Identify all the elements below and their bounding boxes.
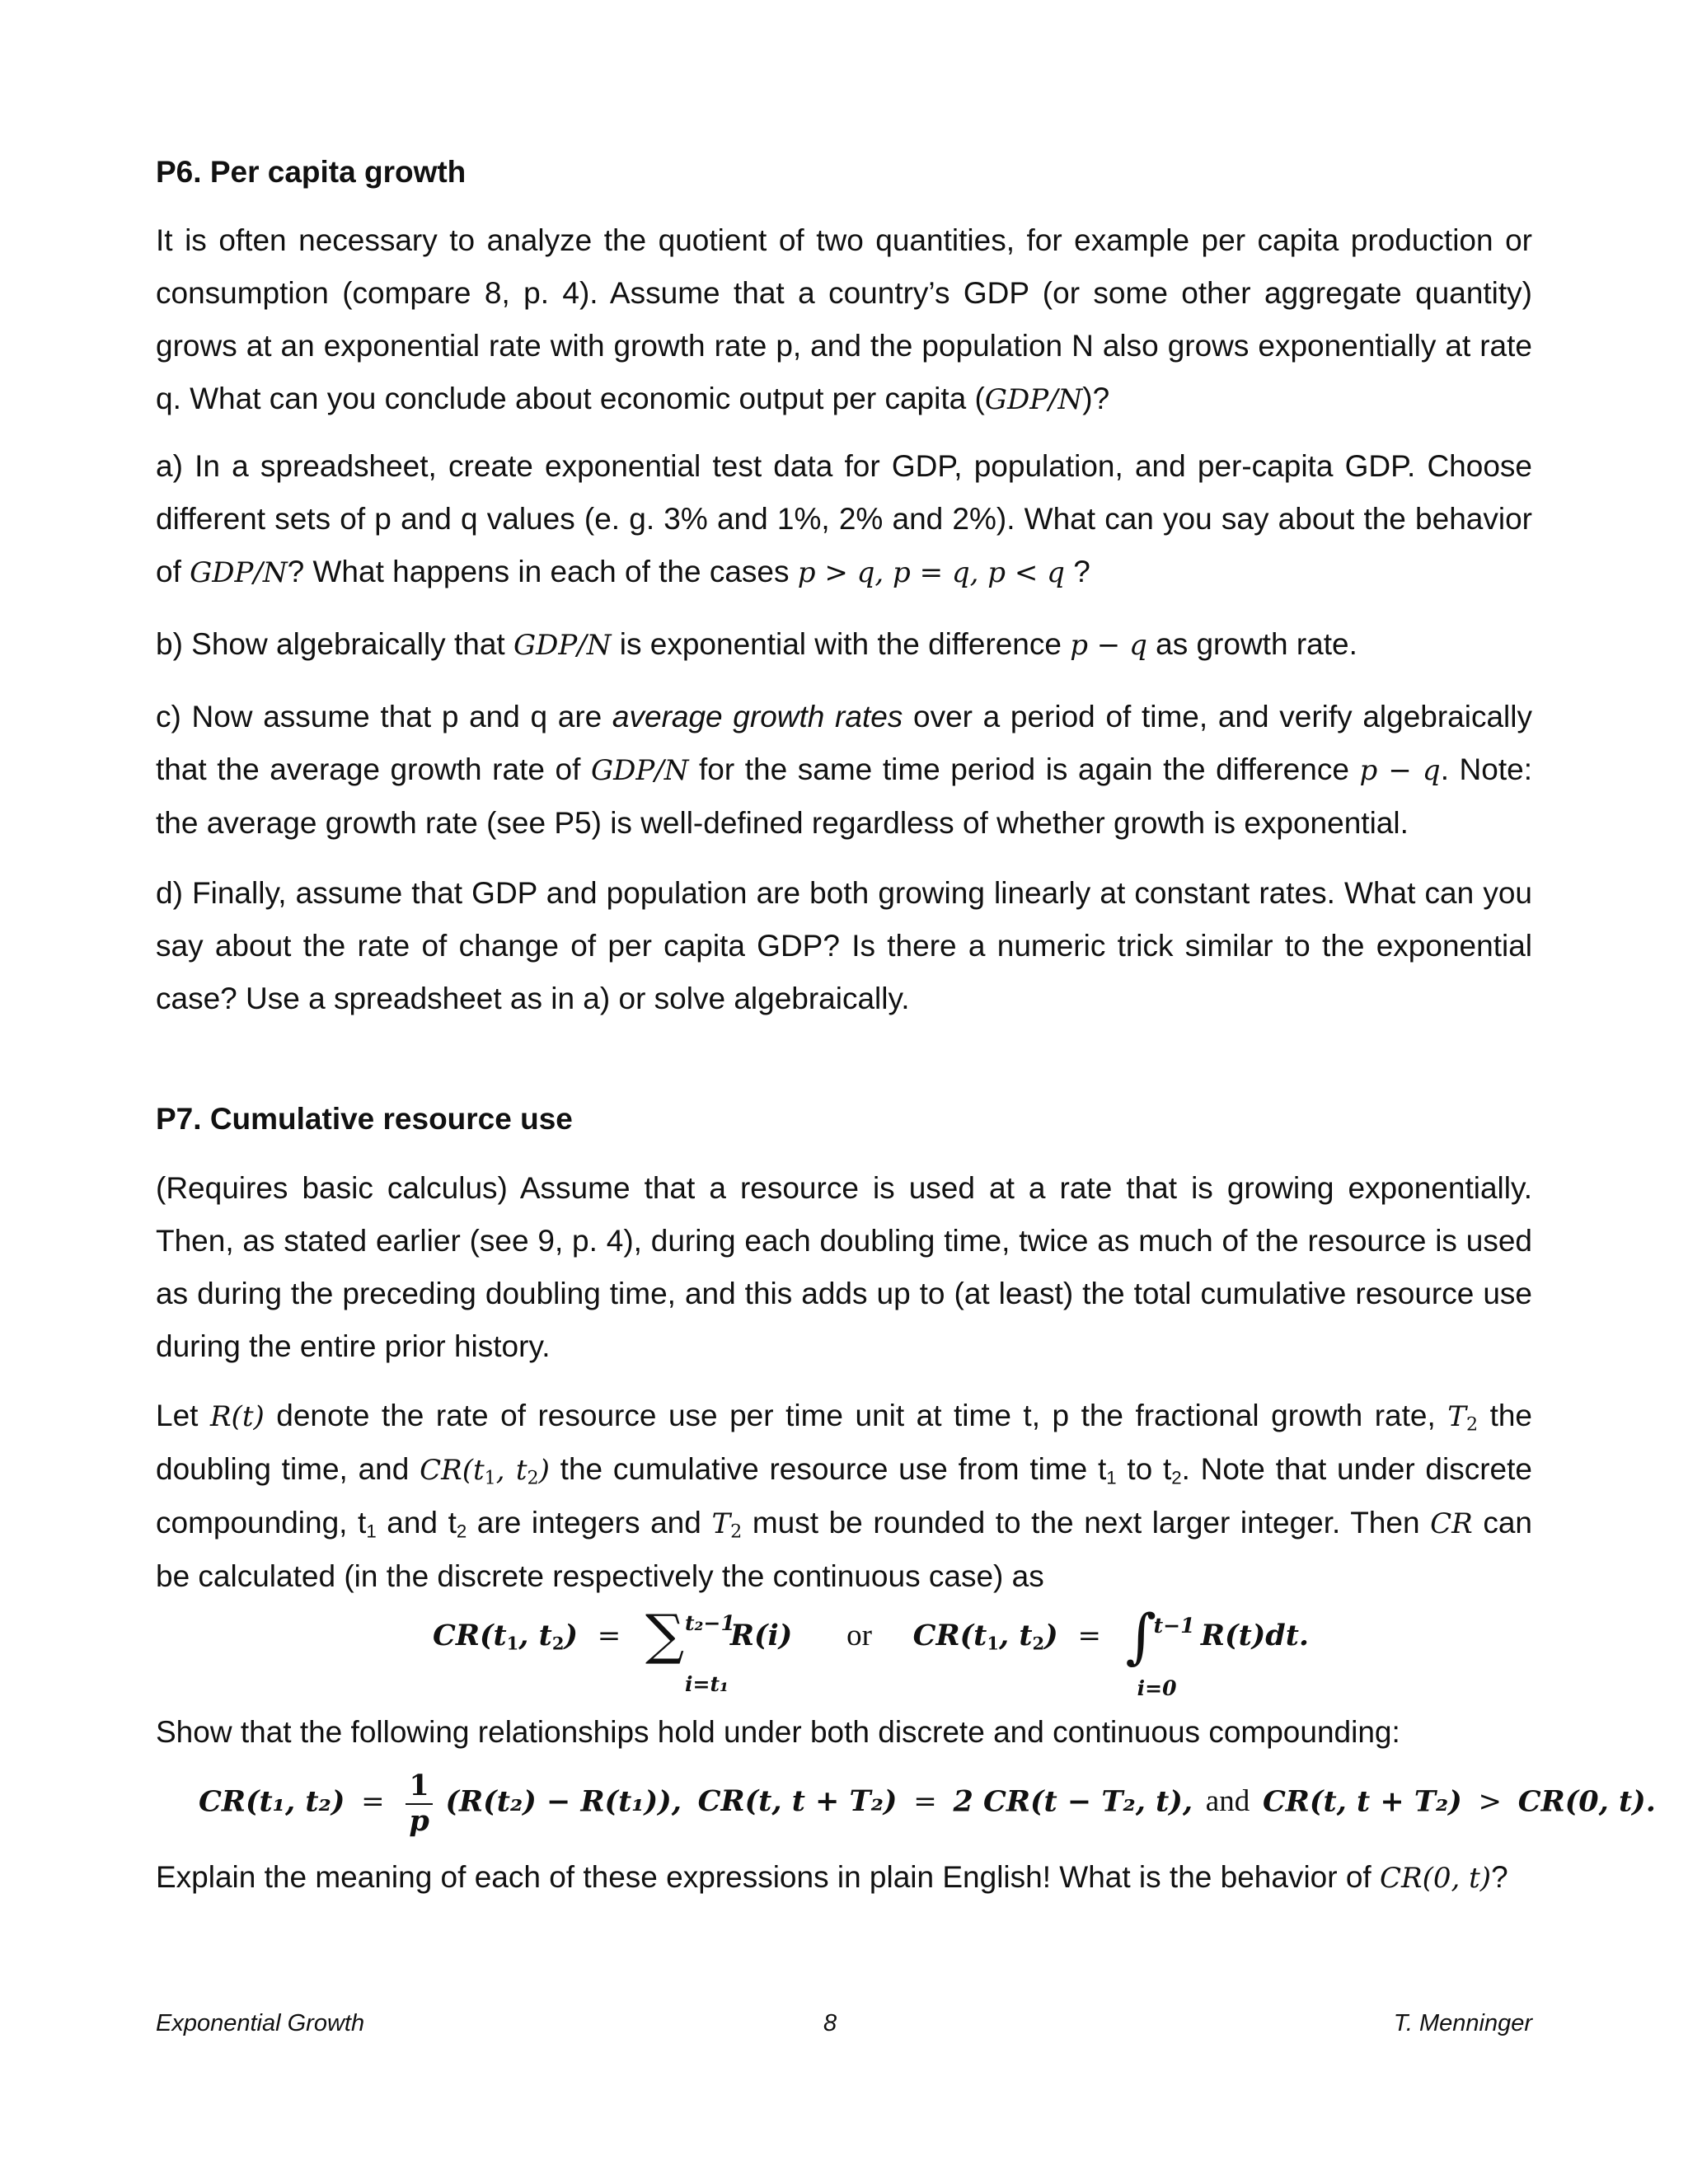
p7-definitions-paragraph: Let R(t) denote the rate of resource use per time unit at time t, p the fractional growth rate, $T_2$ the doubling time, and $CR(t_1$, $t_2$) the cumulative resource use from time $t_1$ to $t_2$. Note that under discrete compounding, $t_1$ and $t_2$ are integers and $T_2$ must be rounded to the next larger integer. Then CR can be calculated (in the discrete respectively the continuous case) as	[156, 1399, 1533, 1593]
fraction-one-over-p: $\frac{1}{p}$	[406, 1769, 432, 1838]
formula-relationships: CR(t₁, t₂) = $\frac{1}{p}$ (R(t₂) − R(t₁)), CR(t, t + T₂) = 2 CR(t − T₂, t), and CR(t, t + T₂) > CR(0, t).	[199, 1769, 1656, 1838]
integral-lower-limit: i=0	[1137, 1676, 1177, 1700]
p6-part-b: b) Show algebraically that GDP/N is exponential with the difference p − q as growth rate.	[156, 627, 1357, 662]
p7-explain-paragraph: Explain the meaning of each of these expressions in plain English! What is the behavior of CR(0, t)?	[156, 1860, 1508, 1895]
footer-author: T. Menninger	[1393, 2010, 1532, 2036]
sum-upper-limit: t₂−1	[685, 1611, 735, 1635]
section-heading-p7: P7. Cumulative resource use	[156, 1102, 573, 1136]
p7-intro-paragraph: (Requires basic calculus) Assume that a resource is used at a rate that is growing exponentially. Then, as stated earlier (see 9, p. 4), during each doubling time, twice as much of the resource is used as during the preceding doubling time, and this adds up to (at least) the total cumulative resource use during the entire prior history.	[156, 1171, 1532, 1363]
p6-intro-paragraph: It is often necessary to analyze the quotient of two quantities, for example per capita production or consumption (compare 8, p. 4). Assume that a country’s GDP (or some other aggregate quantity) grows at an exponential rate with growth rate p, and the population N also grows exponentially at rate q. What can you conclude about economic output per capita (GDP/N)?	[156, 223, 1532, 416]
summation-sign: ∑ t₂−1 i=t₁	[645, 1617, 684, 1653]
formula-cumulative-definition: $CR(t_1$, $t_2$) = ∑ t₂−1 i=t₁ R(i) or $CR(t_1$, $t_2$) = ∫ t−1 i=0 R(t)dt.	[433, 1617, 1309, 1654]
sum-lower-limit: i=t₁	[685, 1672, 729, 1696]
footer-left-title: Exponential Growth	[156, 2010, 365, 2036]
footer-page-number: 8	[823, 2010, 837, 2036]
p6-part-d: d) Finally, assume that GDP and population are both growing linearly at constant rates. What can you say about the rate of change of per capita GDP? Is there a numeric trick similar to the exponential case? Use a spreadsheet as in a) or solve algebraically.	[156, 876, 1532, 1015]
p6-part-a: a) In a spreadsheet, create exponential test data for GDP, population, and per-capita GDP. Choose different sets of p and q values (e. g. 3% and 1%, 2% and 2%). What can you say about the behavior of GDP/N? What happens in each of the cases p > q, p = q, p < q ?	[156, 449, 1532, 589]
integral-upper-limit: t−1	[1153, 1614, 1195, 1638]
p7-show-paragraph: Show that the following relationships hold under both discrete and continuous compounding:	[156, 1715, 1400, 1749]
p6-part-c: c) Now assume that p and q are average growth rates over a period of time, and verify algebraically that the average growth rate of GDP/N for the same time period is again the difference p − q. Note: the average growth rate (see P5) is well-defined regardless of whether growth is exponential.	[156, 700, 1532, 840]
section-heading-p6: P6. Per capita growth	[156, 155, 467, 189]
integral-sign: ∫ t−1 i=0	[1126, 1618, 1157, 1654]
